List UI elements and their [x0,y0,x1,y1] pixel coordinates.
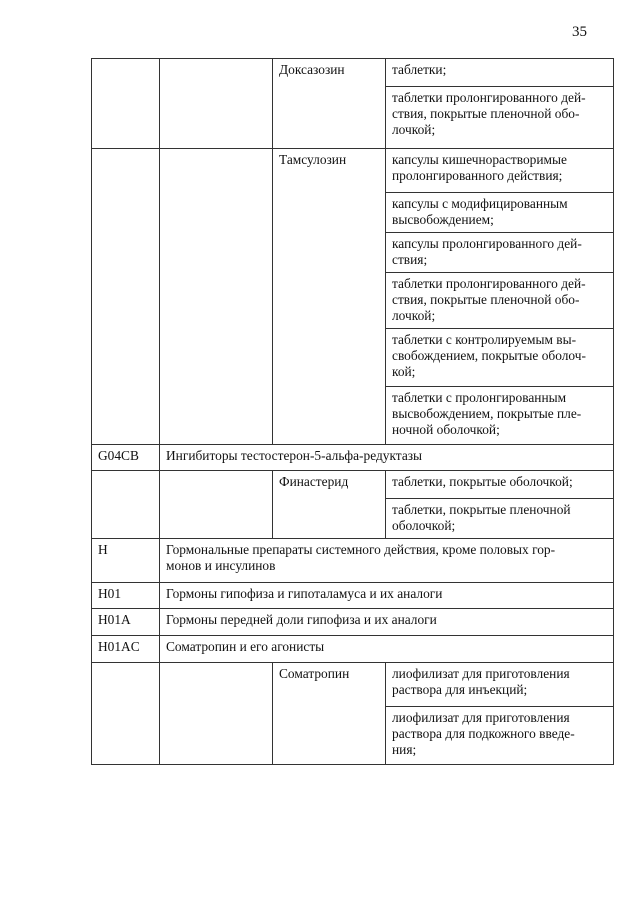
dosage-form: таблетки пролонгированного дей- ствия, покрытые пленочной обо- лочкой; [386,87,614,149]
dosage-form: капсулы пролонгированного дей- ствия; [386,233,614,273]
group-cell [160,471,273,539]
drug-table [91,58,614,765]
atc-group-title: Гормоны гипофиза и гипоталамуса и их аналоги [160,583,614,609]
table-row [92,609,614,636]
page-number: 35 [572,24,587,40]
group-cell [160,59,273,149]
table-row [92,663,614,707]
dosage-form: капсулы с модифицированным высвобождением; [386,193,614,233]
dosage-form: таблетки с пролонгированным высвобождением, покрытые пле- ночной оболочкой; [386,387,614,445]
atc-group-title: Ингибиторы тестостерон-5-альфа-редуктазы [160,445,614,471]
code-cell [92,59,160,149]
atc-group-title: Гормоны передней доли гипофиза и их аналоги [160,609,614,636]
drug-name: Доксазозин [273,59,386,149]
table-row [92,59,614,87]
dosage-form: лиофилизат для приготовления раствора для инъекций; [386,663,614,707]
dosage-form: таблетки с контролируемым вы- свобождением, покрытые оболоч- кой; [386,329,614,387]
dosage-form: таблетки; [386,59,614,87]
group-cell [160,149,273,445]
atc-group-title: Гормональные препараты системного действия, кроме половых гор- монов и инсулинов [160,539,614,583]
table-row [92,583,614,609]
atc-code: H01AC [92,636,160,663]
table-row [92,149,614,193]
atc-group-title: Соматропин и его агонисты [160,636,614,663]
dosage-form: лиофилизат для приготовления раствора для подкожного введе- ния; [386,707,614,765]
drug-name: Тамсулозин [273,149,386,445]
code-cell [92,149,160,445]
code-cell [92,663,160,765]
table-row [92,539,614,583]
atc-code: H [92,539,160,583]
atc-code: H01 [92,583,160,609]
dosage-form: таблетки, покрытые пленочной оболочкой; [386,499,614,539]
table-row [92,445,614,471]
drug-name: Финастерид [273,471,386,539]
dosage-form: таблетки пролонгированного дей- ствия, покрытые пленочной обо- лочкой; [386,273,614,329]
drug-name: Соматропин [273,663,386,765]
table-row [92,471,614,499]
table-row [92,636,614,663]
atc-code: H01A [92,609,160,636]
dosage-form: капсулы кишечнорастворимые пролонгированного действия; [386,149,614,193]
group-cell [160,663,273,765]
code-cell [92,471,160,539]
dosage-form: таблетки, покрытые оболочкой; [386,471,614,499]
atc-code: G04CB [92,445,160,471]
